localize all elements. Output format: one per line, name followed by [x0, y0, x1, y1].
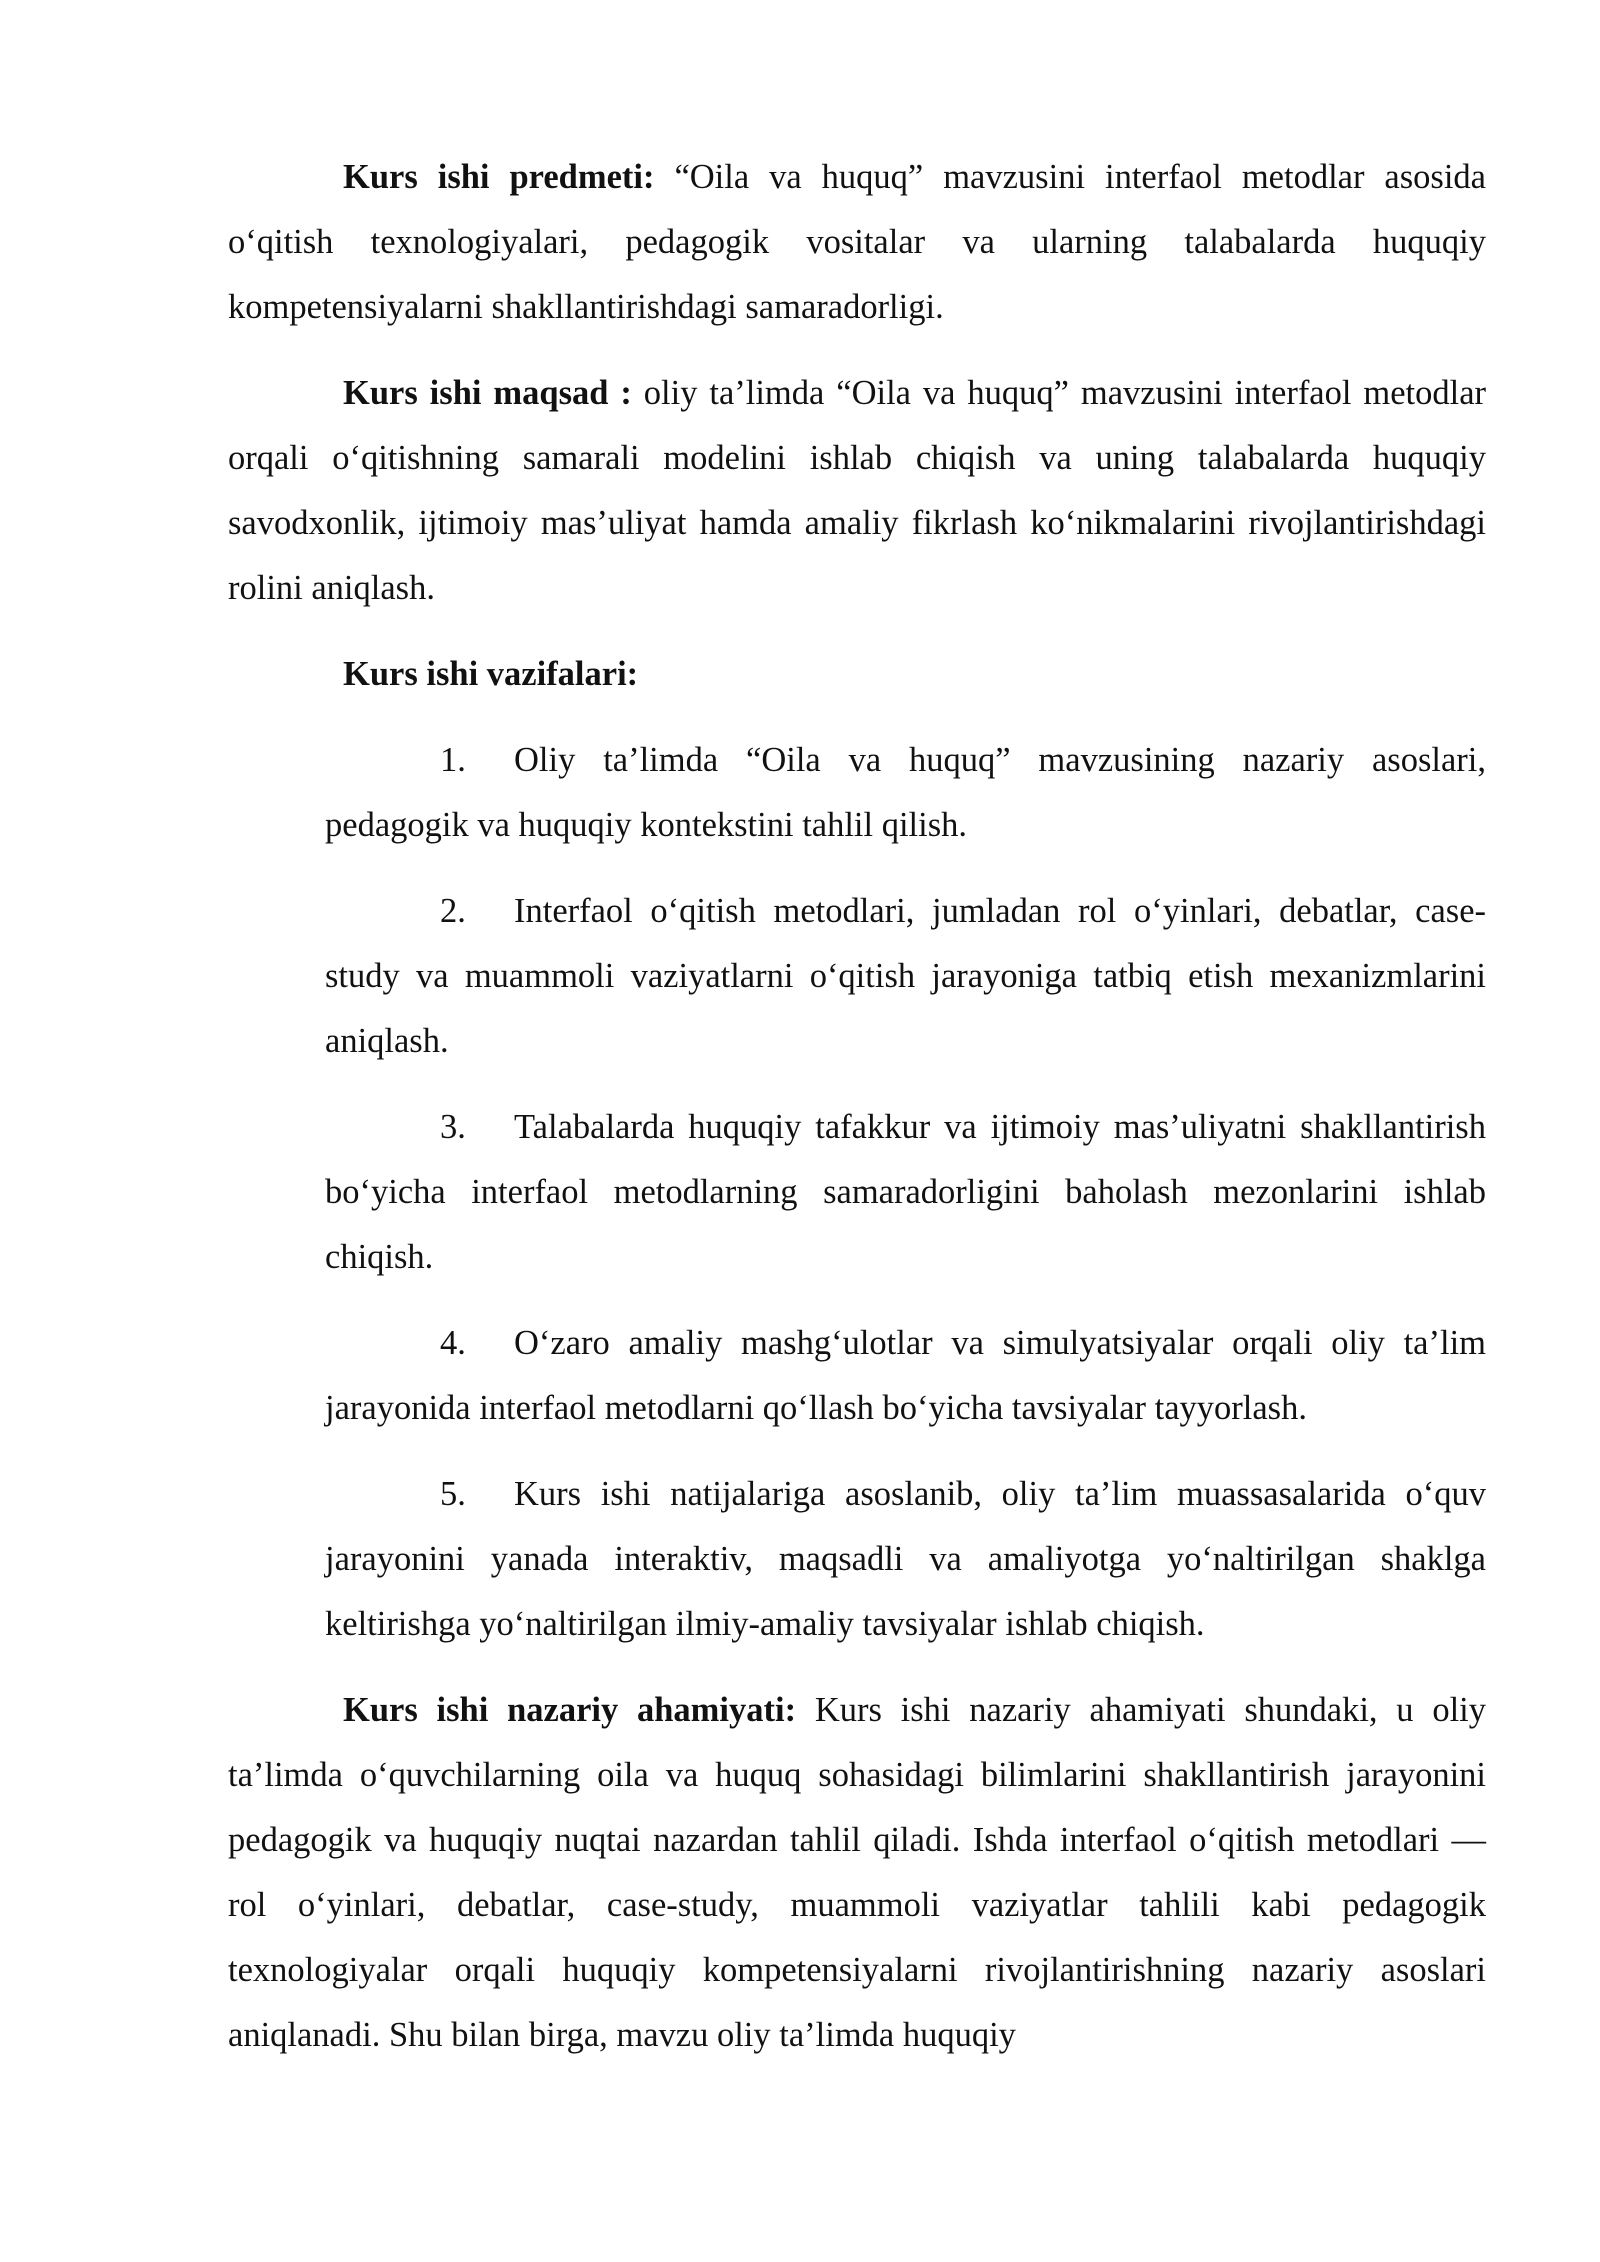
list-item-number: 4. — [440, 1324, 466, 1362]
list-item — [325, 1095, 1486, 1290]
vazifalari-heading — [228, 642, 1486, 707]
list-item — [325, 1311, 1486, 1441]
maqsad-paragraph — [228, 361, 1486, 621]
nazariy-paragraph — [228, 1678, 1486, 2068]
list-item — [325, 1462, 1486, 1657]
list-item-text: Oliy ta’limda “Oila va huquq” mavzusining nazariy asoslari, pedagogik va huquqiy kontekstini tahlil qilish. — [325, 741, 1486, 844]
predmeti-text: “Oila va huquq” mavzusini interfaol metodlar asosida o‘qitish texnologiyalari, pedagogik vositalar va ularning talabalarda huquqiy kompetensiyalarni shakllantirishdagi samaradorligi. — [228, 158, 1486, 326]
predmeti-label: Kurs ishi predmeti: — [343, 158, 655, 196]
list-item-text: Interfaol o‘qitish metodlari, jumladan rol o‘yinlari, debatlar, case-study va muammoli vaziyatlarni o‘qitish jarayoniga tatbiq etish mexanizmlarini aniqlash. — [325, 892, 1486, 1060]
list-item-text: Kurs ishi natijalariga asoslanib, oliy ta’lim muassasalarida o‘quv jarayonini yanada interaktiv, maqsadli va amaliyotga yo‘naltirilgan shaklga keltirishga yo‘naltirilgan ilmiy-amaliy tavsiyalar ishlab chiqish. — [325, 1475, 1486, 1643]
list-item-number: 3. — [440, 1108, 466, 1146]
list-item-number: 5. — [440, 1475, 466, 1513]
list-item-number: 2. — [440, 892, 466, 930]
maqsad-label: Kurs ishi maqsad : — [343, 374, 632, 412]
vazifalari-label: Kurs ishi vazifalari: — [343, 655, 639, 693]
list-item — [325, 728, 1486, 858]
maqsad-text: oliy ta’limda “Oila va huquq” mavzusini interfaol metodlar orqali o‘qitishning samarali modelini ishlab chiqish va uning talabalarda huquqiy savodxonlik, ijtimoiy mas’uliyat hamda amaliy fikrlash ko‘nikmalarini rivojlantirishdagi rolini aniqlash. — [228, 374, 1487, 607]
document-page — [228, 145, 1486, 2068]
predmeti-paragraph — [228, 145, 1486, 340]
list-item — [325, 879, 1486, 1074]
vazifalari-list — [228, 728, 1486, 1657]
list-item-number: 1. — [440, 741, 466, 779]
nazariy-text: Kurs ishi nazariy ahamiyati shundaki, u oliy ta’limda o‘quvchilarning oila va huquq sohasidagi bilimlarini shakllantirish jarayonini pedagogik va huquqiy nuqtai nazardan tahlil qiladi. Ishda interfaol o‘qitish metodlari — rol o‘yinlari, debatlar, case-study, muammoli vaziyatlar tahlili kabi pedagogik texnologiyalar orqali huquqiy kompetensiyalarni rivojlantirishning nazariy asoslari aniqlanadi. Shu bilan birga, mavzu oliy ta’limda huquqiy — [228, 1691, 1486, 2054]
nazariy-label: Kurs ishi nazariy ahamiyati: — [343, 1691, 797, 1729]
list-item-text: O‘zaro amaliy mashg‘ulotlar va simulyatsiyalar orqali oliy ta’lim jarayonida interfaol metodlarni qo‘llash bo‘yicha tavsiyalar tayyorlash. — [325, 1324, 1486, 1427]
list-item-text: Talabalarda huquqiy tafakkur va ijtimoiy mas’uliyatni shakllantirish bo‘yicha interfaol metodlarning samaradorligini baholash mezonlarini ishlab chiqish. — [325, 1108, 1486, 1276]
